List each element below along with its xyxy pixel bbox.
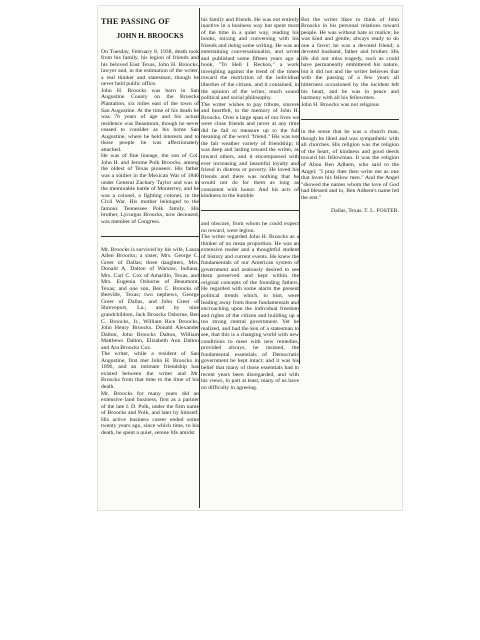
column-2-text-bottom: and obscure, from whom he could expect no reward, were legion. The writer regarded John H. Broocks as a thinker of no mean proportion. He was an extensive reader and a thoughtful student of history and current events. He knew the fundamentals of our American system of government and zealously desired to see them preserved and kept within the original concepts of the founding fathers. He regarded with some alarm the present political trends which, to him, were leading away from those fundamentals and encroaching upon the individual freedom and rights of the citizen and building up a too strong central government. Yet he realized, and had the ken of a statesman to see, that this is a changing world with new conditions to meet with new remedies, provided always, he insisted, the fundamental essentials of Democratic government be kept intact; and it was his belief that many of those essentials had in recent years been disregarded, and with his views, in part at least, many of us have no difficulty in agreeing. <box>201 220 299 391</box>
column-1-text-bottom: Mr. Broocks is survived by his wife, Laura Allen Broocks; a sister, Mrs. George C. Greer of Dallas; three daughters, Mrs. Donald A. Dalton of Warsaw, Indiana, Mrs. Carl C. Cox of Amarillo, Texas, and Mrs. Eugenia Osborne of Beaumont, Texas; and one son, Ben C. Broocks of Beeville, Texas; two nephews, George Greer of Dallas, and John Greer of Shreveport, La.; and by nine grandchildren, Jack Broocks Osborne, Ben C. Broocks, Jr., William Rice Broocks, John Henry Broocks, Donald Alexander Dalton, John Broocks Dalton, William Matthews Dalton, Elizabeth Ann Dalton and Ara Broocks Cox. The writer, while a resident of San Augustine, first met John H. Broocks in 1896, and an intimate friendship has existed between the writer and Mr. Broocks from that time to the time of his death. Mr. Broocks for many years did an extensive land business, first as a partner of the late I. D. Polk, under the firm name of Broocks and Polk, and later by himself. His active business career ended some twenty years ago, since which time, to his death, he spent a quiet, serene life amidst <box>101 246 199 436</box>
column-3-text-bottom: in the sense that he was a church man, though he liked and was sympathetic with all churches. His religion was the religion of the heart, of kindness and good deeds toward his fellowman. It was the religion of Abou Ben Adhem, who said to the Angel: "I pray thee then write me as one that loves his fellow men." And the Angel "showed the names whom the love of God had blessed and lo, Ben Adhem's name led the rest." <box>301 129 399 201</box>
section-divider <box>101 236 199 237</box>
column-1-text-top: On Tuesday, February 8, 1938, death took from his family, his legion of friends and his beloved East Texas, John H. Broocks, lawyer and, in the estimation of the writer, a real thinker and statesman, though he never held public office. John H. Broocks was born in San Augustine County on the Broocks Plantation, six miles east of the town of San Augustine. At the time of his death he was 76 years of age and his actual residence was Beaumont, though he never ceased to consider as his home San Augustine, where he held interests and to those people he was affectionately attached. He was of fine lineage, the son of Col. John H. and Jerome Polk Broocks, among the oldest of Texas pioneers. His father was a soldier in the Mexican War of 1846 under General Zachary Taylor and was in the memorable battle of Monterrey, and he was a colonel, a fighting colonel, in the Civil War. His mother belonged to the famous Tennessee Polk family. His brother, Lycurgus Broocks, now deceased, was member of Congress. <box>101 48 199 225</box>
column-2-text-top: his family and friends. He was not entirely inactive in a business way but spent most of the time in a quiet way, reading his books, mixing and conversing with his friends and doing some writing. He was an entertaining conversationalist, and wrote and published some fifteen years ago a book, "To Hell I Reckon," a work inveighing against the trend of the times toward the restriction of the individual liberties of the citizen, and it contained, in the opinion of the writer, much sound political and social philosophy. The writer wishes to pay tribute, sincere and heartfelt, to the memory of John H. Broocks. Over a large span of our lives we were close friends and never at any time did he fail to measure up to the full meaning of the word "friend." His was not the fair weather variety of friendship; it was deep and lasting toward the writer, as toward others, and it encompassed with ever increasing and beautiful loyalty and friend in distress or poverty. He loved his friends and there was nothing that he would not do for them as long as consistent with honor. And his acts of kindness to the humble <box>201 16 299 200</box>
column-rule <box>199 8 200 508</box>
article-title: THE PASSING OF <box>101 16 170 26</box>
column-2 <box>201 10 299 398</box>
column-rule <box>299 8 300 364</box>
section-divider <box>201 210 299 211</box>
section-divider <box>301 119 399 120</box>
column-3 <box>301 10 399 221</box>
signature: Dallas, Texas. T. L. FOSTER. <box>330 207 399 214</box>
article-subtitle: JOHN H. BROOCKS <box>116 32 184 41</box>
newspaper-clipping <box>98 6 402 510</box>
column-1 <box>101 10 199 443</box>
column-3-text-top: But the writer likes to think of John Broocks in his personal relations toward people. He was without hate or malice; he was kind and gentle; always ready to do one a favor; he was a devoted friend; a devoted husband, father and brother. His life did not miss tragedy, such as could have permanently embittered his nature, but it did not and the writer believes that with the passing of a few years all bitterness occasioned by the incident left his heart, and he was in peace and harmony with all his fellowmen. John H. Broocks was not religious <box>301 16 399 108</box>
